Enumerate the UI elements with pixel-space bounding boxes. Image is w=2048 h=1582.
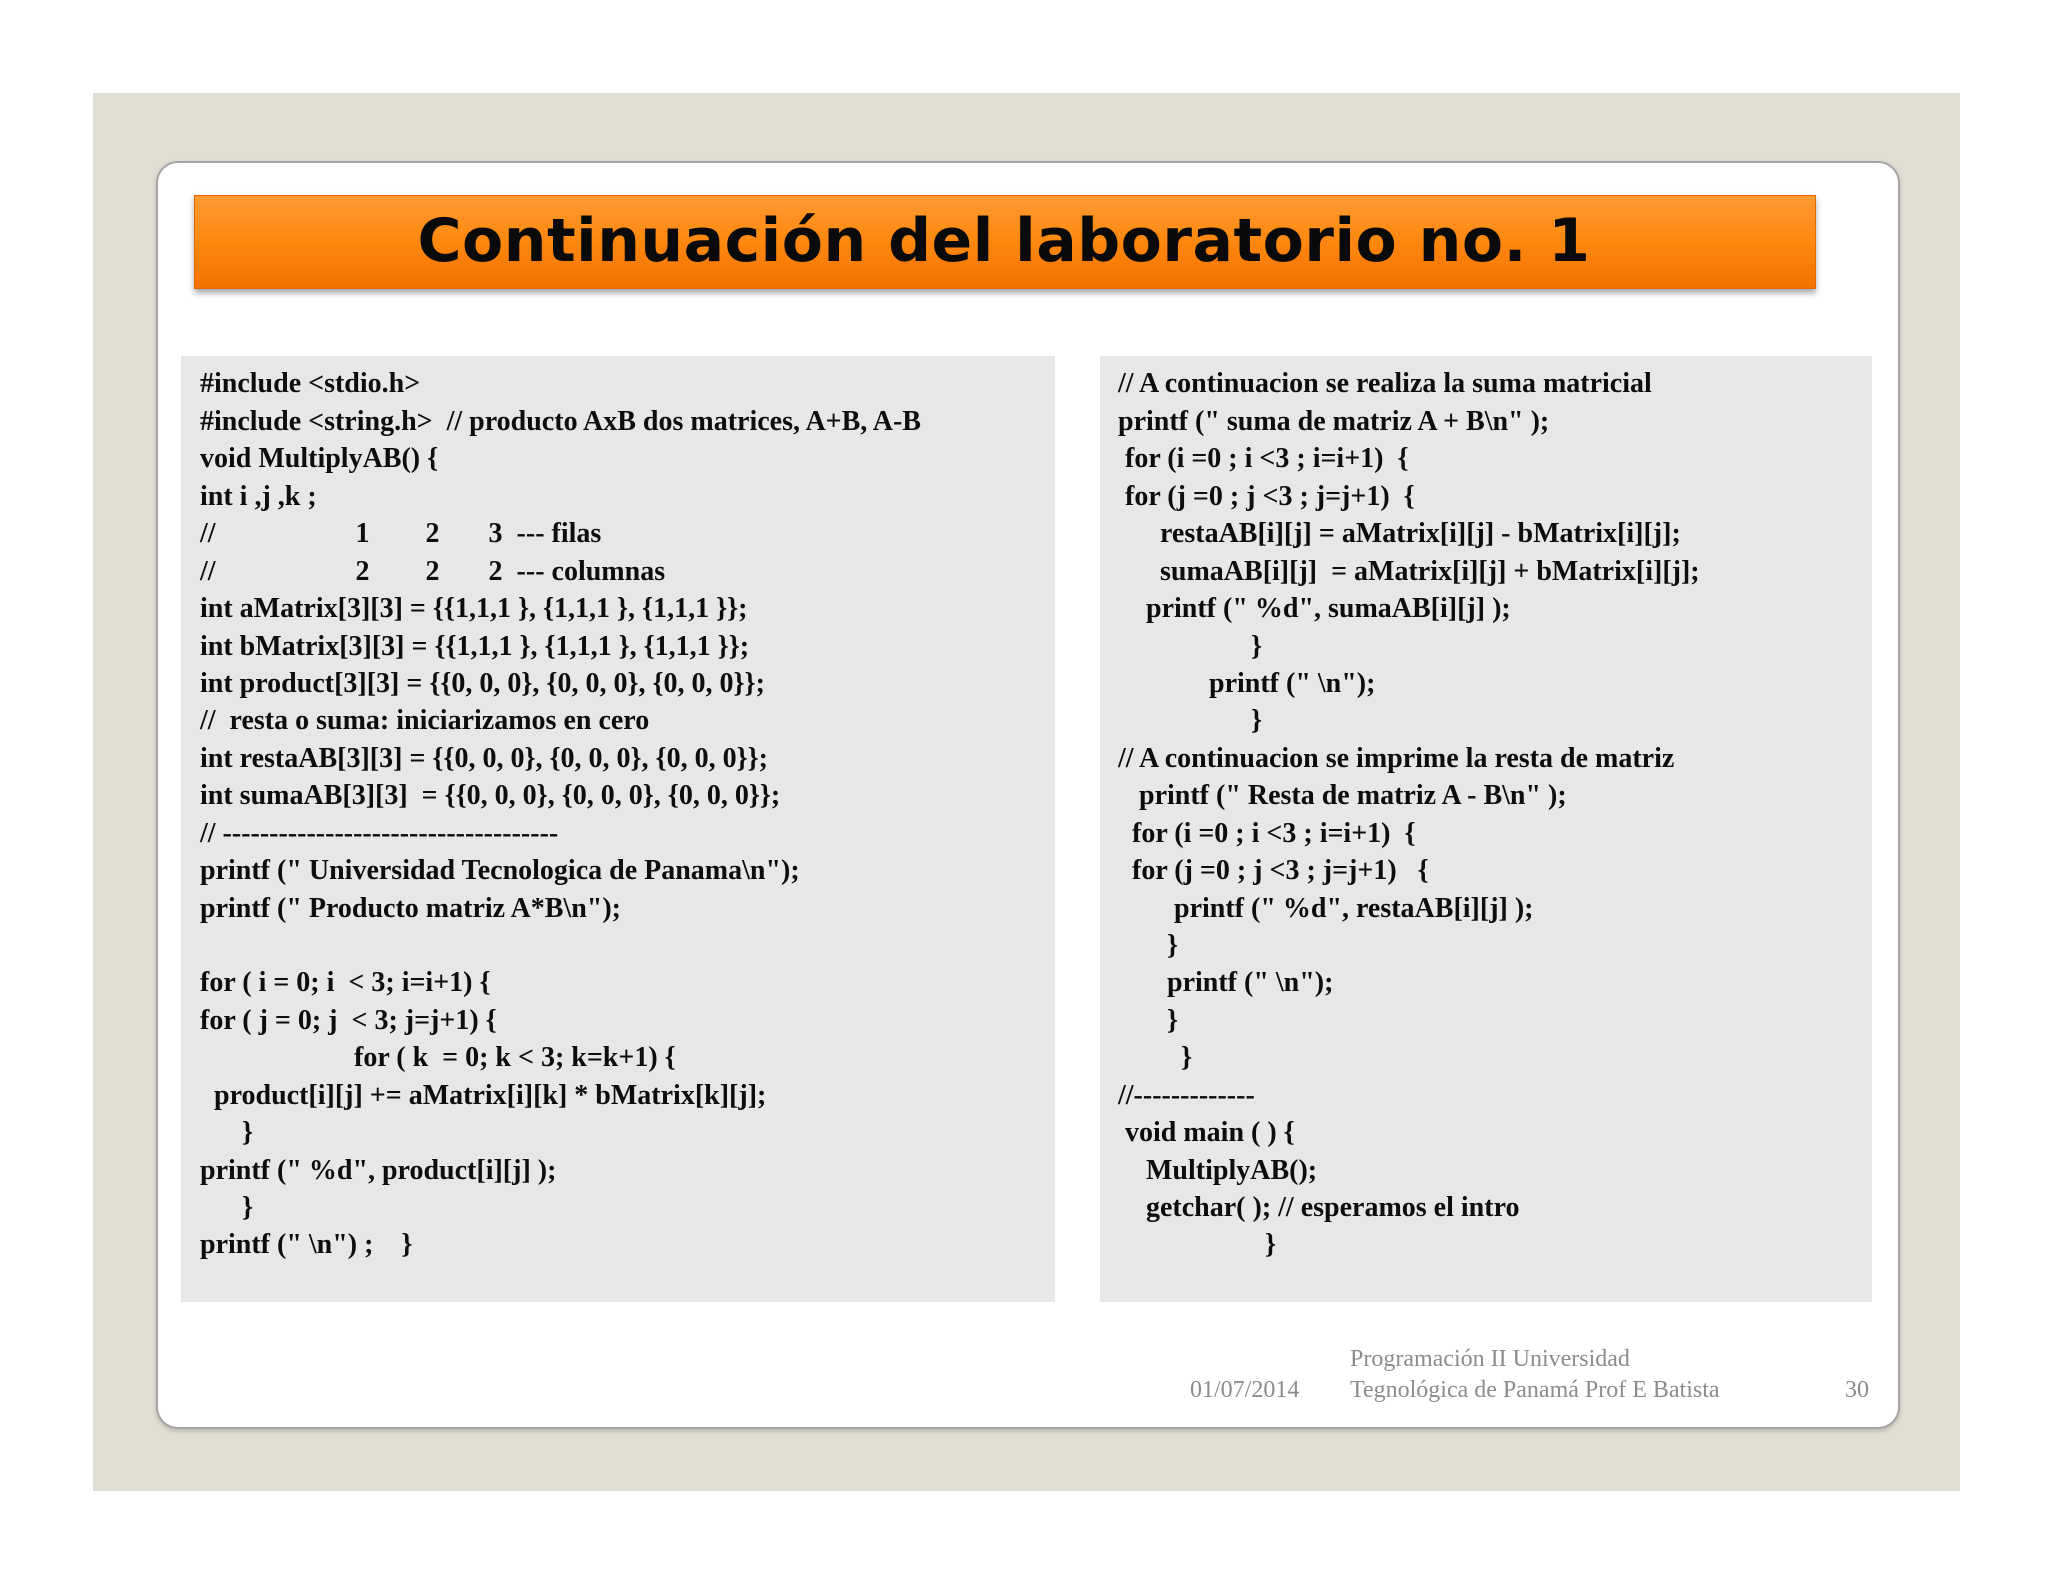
right-code-line: void main ( ) { xyxy=(1118,1117,1295,1148)
left-code-line: printf (" %d", product[i][j] ); xyxy=(200,1155,557,1186)
right-code-line: } xyxy=(1118,1005,1179,1036)
right-code-line: getchar( ); // esperamos el intro xyxy=(1118,1192,1520,1223)
right-code-line: sumaAB[i][j] = aMatrix[i][j] + bMatrix[i][j]; xyxy=(1118,556,1700,587)
right-code-line: printf (" %d", restaAB[i][j] ); xyxy=(1118,893,1534,924)
left-code-line: } xyxy=(200,1117,254,1148)
right-code-line: } xyxy=(1118,1229,1277,1260)
left-code-line: void MultiplyAB() { xyxy=(200,443,439,474)
left-code-line: // resta o suma: iniciarizamos en cero xyxy=(200,705,650,736)
left-code-line: int bMatrix[3][3] = {{1,1,1 }, {1,1,1 }, {1,1,1 }}; xyxy=(200,631,750,662)
footer-date: 01/07/2014 xyxy=(1190,1377,1300,1403)
footer-course-line2: Tegnológica de Panamá Prof E Batista xyxy=(1350,1377,1720,1403)
left-code-line: printf (" Producto matriz A*B\n"); xyxy=(200,893,621,924)
slide-title: Continuación del laboratorio no. 1 xyxy=(417,206,1591,276)
left-code-line: int i ,j ,k ; xyxy=(200,481,317,512)
slide-number: 30 xyxy=(1845,1377,1869,1403)
right-code-line: for (j =0 ; j <3 ; j=j+1) { xyxy=(1118,481,1415,512)
right-code-line: printf (" \n"); xyxy=(1118,668,1376,699)
right-code-line: // A continuacion se imprime la resta de matriz xyxy=(1118,743,1675,774)
right-code-line: //------------- xyxy=(1118,1080,1255,1111)
left-code-line: for ( i = 0; i < 3; i=i+1) { xyxy=(200,967,491,998)
left-code-line: for ( j = 0; j < 3; j=j+1) { xyxy=(200,1005,497,1036)
right-code-line: // A continuacion se realiza la suma matricial xyxy=(1118,368,1652,399)
right-code-line: for (i =0 ; i <3 ; i=i+1) { xyxy=(1118,443,1409,474)
left-code-line: // 1 2 3 --- filas xyxy=(200,518,602,549)
right-code-line: for (j =0 ; j <3 ; j=j+1) { xyxy=(1118,855,1429,886)
right-code-line: } xyxy=(1118,631,1263,662)
left-code-line: int aMatrix[3][3] = {{1,1,1 }, {1,1,1 }, {1,1,1 }}; xyxy=(200,593,748,624)
left-code-line: // 2 2 2 --- columnas xyxy=(200,556,666,587)
right-code-line: for (i =0 ; i <3 ; i=i+1) { xyxy=(1118,818,1416,849)
right-code-line: printf (" suma de matriz A + B\n" ); xyxy=(1118,406,1550,437)
left-code-line: for ( k = 0; k < 3; k=k+1) { xyxy=(200,1042,676,1073)
right-code-line: } xyxy=(1118,930,1179,961)
left-code-line: #include <string.h> // producto AxB dos matrices, A+B, A-B xyxy=(200,406,921,437)
right-code-line: restaAB[i][j] = aMatrix[i][j] - bMatrix[i][j]; xyxy=(1118,518,1681,549)
right-code-line: printf (" %d", sumaAB[i][j] ); xyxy=(1118,593,1511,624)
left-code-line: printf (" \n") ; } xyxy=(200,1229,413,1260)
left-code-line: int sumaAB[3][3] = {{0, 0, 0}, {0, 0, 0}, {0, 0, 0}}; xyxy=(200,780,781,811)
left-code-line: product[i][j] += aMatrix[i][k] * bMatrix[k][j]; xyxy=(200,1080,767,1111)
left-code-line: // ------------------------------------ xyxy=(200,818,559,849)
left-code-line: int restaAB[3][3] = {{0, 0, 0}, {0, 0, 0}, {0, 0, 0}}; xyxy=(200,743,768,774)
left-code-line: printf (" Universidad Tecnologica de Panama\n"); xyxy=(200,855,800,886)
left-code-line: #include <stdio.h> xyxy=(200,368,421,399)
right-code-line: printf (" \n"); xyxy=(1118,967,1334,998)
left-code-line: int product[3][3] = {{0, 0, 0}, {0, 0, 0}, {0, 0, 0}}; xyxy=(200,668,765,699)
left-code-line: } xyxy=(200,1192,254,1223)
right-code-line: } xyxy=(1118,1042,1193,1073)
right-code-line: } xyxy=(1118,705,1263,736)
right-code-line: MultiplyAB(); xyxy=(1118,1155,1318,1186)
footer-course-line1: Programación II Universidad xyxy=(1350,1346,1630,1372)
right-code-line: printf (" Resta de matriz A - B\n" ); xyxy=(1118,780,1567,811)
